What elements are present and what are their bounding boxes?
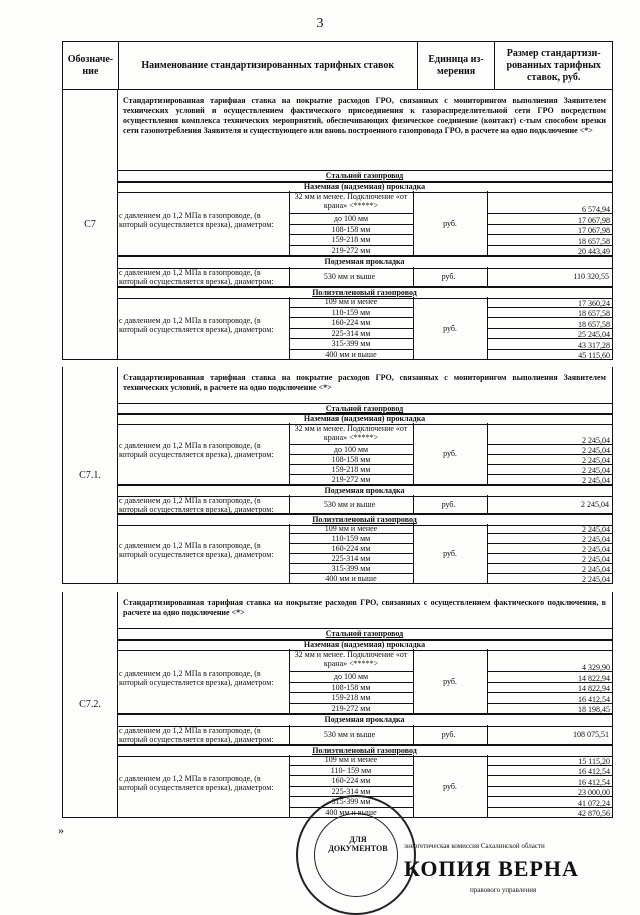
copy-stamp-org: энергетическая комиссия Сахалинской области [404,842,545,850]
underground-heading: Подземная прокладка [324,715,405,725]
rate-value: 18 657,58 [487,318,612,329]
rate-value: 110 320,55 [573,271,609,281]
rate-value: 2 245,04 [487,445,612,455]
rate-value: 16 412,54 [487,693,612,704]
rate-value: 20 443,49 [487,246,612,257]
closing-quote: » [58,823,64,837]
unit-rub: руб. [443,449,457,458]
diameter-cell: 400 мм и выше [289,574,413,584]
header-code: Обозначе-ние [63,42,119,89]
rate-value: 4 329,90 [487,649,612,672]
rate-value: 2 245,04 [487,524,612,534]
polyethylene-pipe-heading: Полиэтиленовый газопровод [312,287,417,297]
unit-rub: руб. [443,549,457,558]
rate-value: 18 198,45 [487,704,612,715]
seal-text: ДЛЯ ДОКУМЕНТОВ [328,835,388,853]
diameter-cell: 110-159 мм [289,308,413,319]
pipe-description: с давлением до 1,2 МПа в газопроводе, (в который осуществляется врезка), диаметром: [119,315,274,334]
round-seal [296,795,416,915]
section-intro: Стандартизированная тарифная ставка на покрытие расходов ГРО, связанных с мониторингом выполнения Заявителем технических условий и осуществлением фактического присоединения к газораспределительной сети ГРО посредством осуществления комплекса технических мероприятий, обеспечивающих физическое соединение (контакт) с-тым способом врезки сети газопотребления Заявителя и существующего или вновь построенного газопровода ГРО, в расчете на одно подключение <*> [123,96,606,135]
diameter-cell: 109 мм и менее [289,297,413,308]
polyethylene-pipe-heading: Полиэтиленовый газопровод [312,745,417,755]
steel-pipe-heading: Стальной газопровод [325,171,404,180]
diameter-cell: 159-218 мм [289,235,413,246]
diameter-cell: 110- 159 мм [289,766,413,777]
rate-value: 6 574,94 [487,191,612,214]
diameter-cell: до 100 мм [289,672,413,683]
pipe-description: с давлением до 1,2 МПа в газопроводе, (в который осуществляется врезка), диаметром: [119,496,274,514]
copy-stamp-title: КОПИЯ ВЕРНА [404,856,579,881]
unit-rub: руб. [441,271,456,281]
unit-rub: руб. [443,323,457,333]
section-intro: Стандартизированная тарифная ставка на покрытие расходов ГРО, связанных с осуществлением фактического подключения, в расчете на одно подключение <*> [123,598,606,617]
pipe-description: с давлением до 1,2 МПа в газопроводе, (в который осуществляется врезка), диаметром: [119,541,274,559]
rate-value: 17 067,98 [487,214,612,225]
rate-value: 2 245,04 [487,564,612,574]
header-size: Размер стандартизи-рованных тарифных ставок, руб. [506,47,601,83]
diameter-cell: до 100 мм [289,445,413,455]
diameter-cell: 219-272 мм [289,475,413,485]
diameter-cell: 219-272 мм [289,246,413,257]
rate-value: 108 075,51 [573,729,609,739]
pipe-description: с давлением до 1,2 МПа в газопроводе, (в который осуществляется врезка), диаметром: [119,441,274,459]
rate-value: 2 245,04 [487,423,612,445]
rate-value: 25 245,04 [487,329,612,340]
tariff-section [62,90,613,360]
diameter-cell: 400 мм и выше [289,808,413,819]
diameter-cell: 530 мм и выше [323,271,376,281]
unit-rub: руб. [441,499,456,509]
diameter-cell: 315-399 мм [289,797,413,808]
table-header [62,41,613,90]
rate-value: 2 245,04 [487,455,612,465]
rate-value: 2 245,04 [487,554,612,564]
tariff-section [62,367,613,584]
diameter-cell: 108-158 мм [289,683,413,694]
diameter-cell: 225-314 мм [289,787,413,798]
rate-value: 16 412,54 [487,776,612,787]
diameter-cell: 530 мм и выше [323,729,376,739]
above-ground-heading: Наземная (надземная) прокладка [303,181,426,191]
rate-value: 2 245,04 [487,465,612,475]
underground-heading: Подземная прокладка [324,486,405,495]
diameter-cell: 530 мм и выше [323,499,376,509]
rate-value: 14 822,94 [487,683,612,694]
diameter-cell: 225-314 мм [289,329,413,340]
diameter-cell: 160-224 мм [289,318,413,329]
rate-value: 16 412,54 [487,766,612,777]
diameter-cell: 219-272 мм [289,704,413,715]
diameter-cell: 159-218 мм [289,465,413,475]
diameter-cell: 400 мм и выше [289,350,413,361]
header-unit: Единица из-мерения [418,42,496,89]
rate-value: 2 245,04 [581,499,609,509]
rate-value: 2 245,04 [487,534,612,544]
rate-value: 18 657,58 [487,308,612,319]
pipe-description: с давлением до 1,2 МПа в газопроводе, (в который осуществляется врезка), диаметром: [119,668,274,687]
diameter-cell: 225-314 мм [289,554,413,564]
diameter-cell: до 100 мм [289,214,413,225]
diameter-cell: 315-399 мм [289,339,413,350]
diameter-cell: 110-159 мм [289,534,413,544]
polyethylene-pipe-heading: Полиэтиленовый газопровод [312,515,417,524]
diameter-cell: 160-224 мм [289,776,413,787]
diameter-cell: 108-158 мм [289,225,413,236]
rate-value: 42 870,56 [487,808,612,819]
diameter-cell: 109 мм и менее [289,755,413,766]
rate-code: C7.2. [79,699,101,711]
rate-value: 43 317,28 [487,339,612,350]
pipe-description: с давлением до 1,2 МПа в газопроводе, (в который осуществляется врезка), диаметром: [119,267,274,286]
rate-value: 18 657,58 [487,235,612,246]
rate-value: 15 115,20 [487,755,612,766]
rate-value: 2 245,04 [487,574,612,584]
underground-heading: Подземная прокладка [324,257,405,267]
rate-value: 2 245,04 [487,475,612,485]
header-name: Наименование стандартизированных тарифных ставок [119,42,418,89]
rate-code: C7 [84,219,96,231]
above-ground-heading: Наземная (надземная) прокладка [303,414,426,423]
unit-rub: руб. [443,781,457,791]
diameter-cell: 32 мм и менее. Подключение «от крана» <*****> [289,191,413,214]
pipe-description: с давлением до 1,2 МПа в газопроводе, (в который осуществляется врезка), диаметром: [119,210,274,229]
rate-value: 23 000,00 [487,787,612,798]
steel-pipe-heading: Стальной газопровод [325,404,404,413]
rate-value: 17 067,98 [487,225,612,236]
diameter-cell: 32 мм и менее. Подключение «от крана» <*****> [289,423,413,445]
rate-value: 2 245,04 [487,544,612,554]
steel-pipe-heading: Стальной газопровод [325,629,404,638]
pipe-description: с давлением до 1,2 МПа в газопроводе, (в который осуществляется врезка), диаметром: [119,725,274,744]
rate-value: 41 072,24 [487,797,612,808]
unit-rub: руб. [441,729,456,739]
diameter-cell: 160-224 мм [289,544,413,554]
unit-rub: руб. [443,218,457,228]
copy-stamp-dept: правового управления [470,886,537,894]
diameter-cell: 32 мм и менее. Подключение «от крана» <*****> [289,649,413,672]
unit-rub: руб. [443,676,457,686]
diameter-cell: 159-218 мм [289,693,413,704]
rate-value: 17 360,24 [487,297,612,308]
diameter-cell: 315-399 мм [289,564,413,574]
rate-value: 14 822,94 [487,672,612,683]
rate-code: C7.1. [79,469,101,481]
section-intro: Стандартизированная тарифная ставка на покрытие расходов ГРО, связанных с мониторингом выполнения Заявителем технических условий, в расчете на одно подключение <*> [123,373,606,392]
page-number: 3 [316,16,324,31]
diameter-cell: 108-158 мм [289,455,413,465]
diameter-cell: 109 мм и менее [289,524,413,534]
tariff-section [62,592,613,818]
pipe-description: с давлением до 1,2 МПа в газопроводе, (в который осуществляется врезка), диаметром: [119,773,274,792]
above-ground-heading: Наземная (надземная) прокладка [303,639,426,649]
rate-value: 45 115,60 [487,350,612,361]
